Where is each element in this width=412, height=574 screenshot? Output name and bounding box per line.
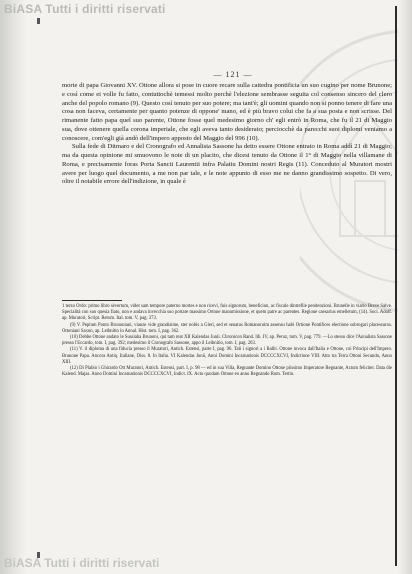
footnote: (9) V. Peplum Ponto Brunoniani, vianze vide grandisime, ster nobis a Gleri, sed et senatus Romanoruim assensu habi Ortione Pontifices electione subrogari placessuros. Ottoniani Saxon, ap. Leibnitio in Annal. Hist. tom. I, pag. 362. [62,322,392,334]
footnote: 1 terzo Ordo: primo libro sèvertum, videt sam tempore paterno mortes e non ricevi, fuis signorum, beneficion, ac fiscale dintrefile penitenzioni. Brunelle in viario Breve Salve. Specialità con suo quesia fiato, non e andava invecchia suo portare massimo Ortone manumissione, et quem patre ac parentes. Regione caesarius emelletum, (14). Soci. Adolf. ap. Muratori, Script. Rerum. Ital. tom. V, pag. 373. [62,304,392,322]
watermark-banner-top: BiASA Tutti i diritti riservati [4,2,166,16]
footnotes [62,304,392,378]
margin-marks [34,18,44,558]
scan-left-edge [0,0,26,574]
main-text [62,82,392,187]
watermark-banner-bottom: BiASA Tutti i diritti riservati [4,556,160,570]
page-fold-line [395,6,397,566]
running-head: — 121 — [213,70,253,79]
footnote: (11) V. il diploma di una fiducia presso il Muratori, Antich. Estensi, parte I, pag. 96. Tali i signori a i Balbi. Ottone invoca dall'Italia e Ottone, coi Principi dell'Impero. Brunone Papa. Ancora Antiq. Italiane, Diss. 8. In Italia. VI Kalendas Junii, Anni Domini Incarnationis DCCCCXCVI, Indictione VIII. Atto tra Terra Ottoni Secundo, Anno XIII. [62,347,392,365]
paragraph-2: Sulla fede di Ditmaro e del Cronografo ed Annalista Sassone ha detto essere Ottone entrato in Roma addì 21 di Maggio; ma da questa opinione mi smuovono le note di un placito, che dicesi tenuto da Ottone il 1° di Maggio nella villamane di Roma, e precisamente foras Porta Sancti Laurentii infra Palatiu Domini nostri Regis (11). Conceduto al Muratori mostri avere per luogo quel documento, a me non par tale, e le note appunto di esso me ne danno grandissimo sospetto. Di vero, oltre il notabile errore dell'indizione, in quale è [62,143,392,186]
paragraph-1: morte di papa Giovanni XV. Ottone allora si pose in cuore recare sulla cattedra pontificia un suo cugino per nome Brunone; e così come ei volle fu fatto, contuttochè temessi molto perchè l'elezione sembrasse seguita col consenso sincero del clero anche del popolo romano (9). Questo così tenuto per suo potere; ma tant'è; gli uomini quando non si ponno tenere di fare una cosa non faceva, certamente per quanto potenze di oppone' mano, ed è più bravo colui che fa a sua posta e non scrisse. Del rimanente fatto papa quel suo parente, Ottone fosse quel medesimo giorno ch' egli entrò in Roma, che fu il 21 di Maggio sua, dove ottenere quella corona imperiale, che egli aveva tanto desiderato; perciocchè da parecchi suoi diplomi veniamo a conoscere, com'egli già andò dell'impero apposto del Maggio del 996 (10). [62,82,392,142]
footnote-rule [62,300,122,301]
footnote: (12) Di Plabio i Ghirardo Ott Muratori, Antich. Estensi, part. I, p. 98 — ed in sua Villa, Regnante Domino Ottone piissimo Imperatore Regnante, Actum feliciter. Data die Kalend. Majas. Anno Domini Incarnationis DCCCCXCVI, Indict. IX. Acto quodam Ottone eo anno Regnando Rom. Tertio. [62,366,392,378]
scan-right-edge [398,0,412,574]
footnote: (10) Debbe Ottone andato le Sussiaba Brunoni, qui tam reat XII Kalendas Junii. Chronicon Rand. lib. IV, ap. Peruz, tom. V, pag. 779. —Lo stesso dice l'Annalista Sassone presso l'Eccardo, tom. I, pag. 392; medesimo il Cronografo Sassone, appo il Leibnitio, tom. I, pag. 203. [62,335,392,347]
